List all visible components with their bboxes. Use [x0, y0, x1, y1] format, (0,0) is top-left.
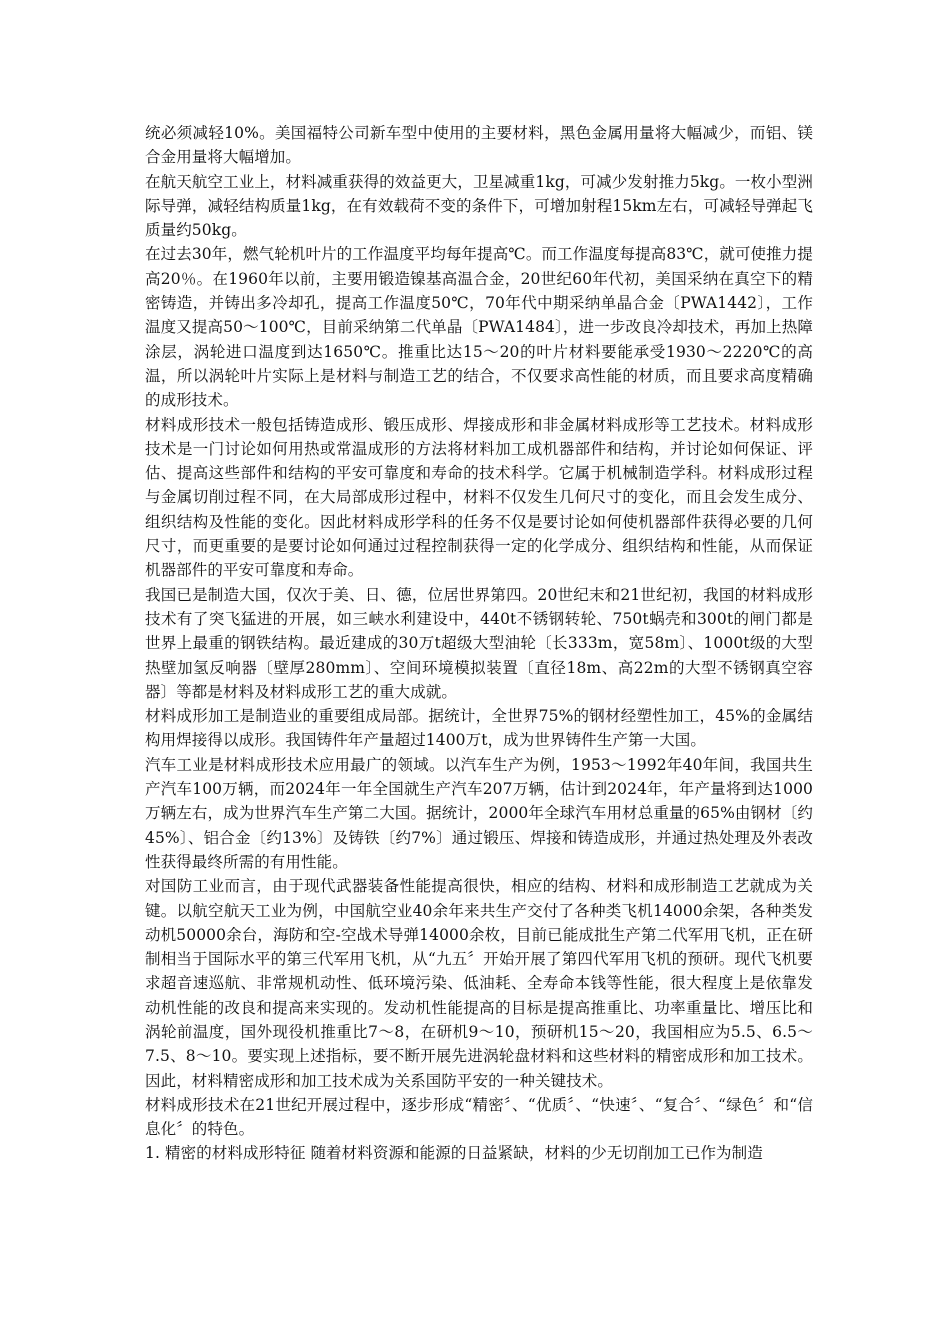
paragraph-weight-reduction: 统必须减轻10%。美国福特公司新车型中使用的主要材料，黑色金属用量将大幅减少，而铝、镁合金用量将大幅增加。	[145, 124, 813, 167]
paragraph-forming-statistics: 材料成形加工是制造业的重要组成局部。据统计，全世界75%的钢材经塑性加工，45%的金属结构用焊接得以成形。我国铸件年产量超过1400万t，成为世界铸件生产第一大国。	[145, 707, 813, 750]
paragraph-forming-technology: 材料成形技术一般包括铸造成形、锻压成形、焊接成形和非金属材料成形等工艺技术。材料成形技术是一门讨论如何用热或常温成形的方法将材料加工成机器部件和结构，并讨论如何保证、评估、提高这些部件和结构的平安可靠度和寿命的技术科学。它属于机械制造学科。材料成形过程与金属切削过程不同，在大局部成形过程中，材料不仅发生几何尺寸的变化，而且会发生成分、组织结构及性能的变化。因此材料成形学科的任务不仅是要讨论如何使机器部件获得必要的几何尺寸，而更重要的是要讨论如何通过过程控制获得一定的化学成分、组织结构和性能，从而保证机器部件的平安可靠度和寿命。	[145, 415, 813, 580]
paragraph-aerospace: 在航天航空工业上，材料减重获得的效益更大，卫星减重1kg，可减少发射推力5kg。一枚小型洲际导弹，减轻结构质量1kg，在有效载荷不变的条件下，可增加射程15km左右，可减轻导弹起飞质量约50kg。	[145, 172, 813, 240]
document-body	[145, 121, 813, 1166]
paragraph-trends: 材料成形技术在21世纪开展过程中，逐步形成“精密〞、“优质〞、“快速〞、“复合〞、“绿色〞和“信息化〞的特色。	[145, 1095, 813, 1139]
paragraph-defense: 对国防工业而言，由于现代武器装备性能提高很快，相应的结构、材料和成形制造工艺就成为关键。以航空航天工业为例，中国航空业40余年来共生产交付了各种类飞机14000余架，各种类发动机50000余台，海防和空-空战术导弹14000余枚，目前已能成批生产第二代军用飞机，正在研制相当于国际水平的第三代军用飞机，从“九五〞开始开展了第四代军用飞机的预研。现代飞机要求超音速巡航、非常规机动性、低环境污染、低油耗、全寿命本钱等性能，很大程度上是依靠发动机性能的改良和提高来实现的。发动机性能提高的目标是提高推重比、功率重量比、增压比和涡轮前温度，国外现役机推重比7～8，在研机9～10，预研机15～20，我国相应为5.5、6.5～7.5、8～10。要实现上述指标，要不断开展先进涡轮盘材料和这些材料的精密成形和加工技术。因此，材料精密成形和加工技术成为关系国防平安的一种关键技术。	[145, 877, 813, 1090]
paragraph-manufacturing-country: 我国已是制造大国，仅次于美、日、德，位居世界第四。20世纪末和21世纪初，我国的材料成形技术有了突飞猛进的开展，如三峡水利建设中，440t不锈钢转轮、750t蜗壳和300t的闸门都是世界上最重的钢铁结构。最近建成的30万t超级大型油轮〔长333m，宽58m〕、1000t级的大型热壁加氢反响器〔壁厚280mm〕、空间环境模拟装置〔直径18m、高22m的大型不锈钢真空容器〕等都是材料及材料成形工艺的重大成就。	[145, 585, 813, 701]
paragraph-precision-forming: 1. 精密的材料成形特征 随着材料资源和能源的日益紧缺，材料的少无切削加工已作为制造	[145, 1144, 763, 1163]
paragraph-turbine-blades: 在过去30年，燃气轮机叶片的工作温度平均每年提高℃。而工作温度每提高83℃，就可使推力提高20％。在1960年以前，主要用锻造镍基高温合金，20世纪60年代初，美国采纳在真空下的精密铸造，并铸出多冷却孔，提高工作温度50℃，70年代中期采纳单晶合金〔PWA1442〕，工作温度又提高50～100℃，目前采纳第二代单晶〔PWA1484〕，进一步改良冷却技术，再加上热障涂层，涡轮进口温度到达1650℃。推重比达15～20的叶片材料要能承受1930～2220℃的高温，所以涡轮叶片实际上是材料与制造工艺的结合，不仅要求高性能的材质，而且要求高度精确的成形技术。	[145, 245, 813, 410]
paragraph-automotive: 汽车工业是材料成形技术应用最广的领域。以汽车生产为例，1953～1992年40年间，我国共生产汽车100万辆，而2024年一年全国就生产汽车207万辆，估计到2024年，年产量将到达1000万辆左右，成为世界汽车生产第二大国。据统计，2000年全球汽车用材总重量的65%由钢材〔约45%〕、铝合金〔约13%〕及铸铁〔约7%〕通过锻压、焊接和铸造成形，并通过热处理及外表改性获得最终所需的有用性能。	[145, 755, 813, 871]
